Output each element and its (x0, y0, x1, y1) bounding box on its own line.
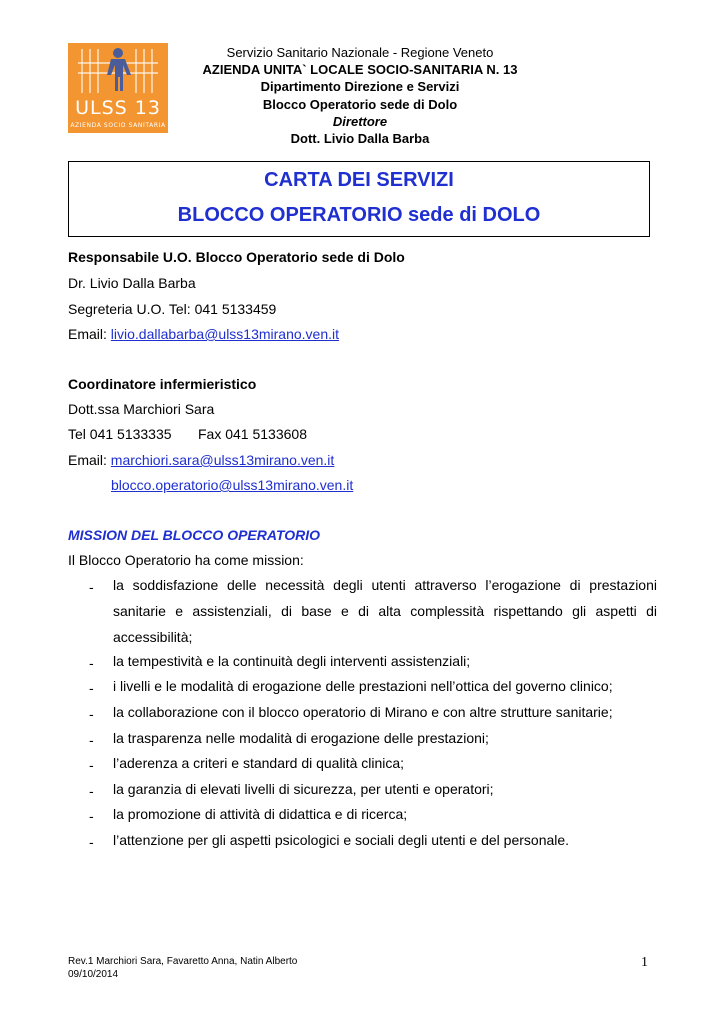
mission-item-8: la promozione di attività di didattica e di ricerca; (113, 806, 408, 822)
page-title: CARTA DEI SERVIZI (264, 169, 454, 191)
mission-item-1: la soddisfazione delle necessità degli utenti attraverso l’erogazione di prestazioni sanitarie e assistenziali, di base e di alta complessità rispettando gli aspetti di accessibilità; (113, 577, 657, 645)
header-line-1: Servizio Sanitario Nazionale - Regione Veneto (226, 45, 494, 60)
email-label: Email: (68, 326, 111, 342)
mission-item-4: la collaborazione con il blocco operatorio di Mirano e con altre strutture sanitarie; (113, 704, 613, 720)
ulss-logo (68, 43, 168, 133)
coordinatore-name: Dott.ssa Marchiori Sara (68, 401, 215, 417)
email-label: Email: (68, 452, 111, 468)
header-line-5: Direttore (332, 113, 388, 129)
footer-date: 09/10/2014 (68, 969, 119, 980)
coordinatore-email-row-2 (111, 476, 353, 494)
header-line-2: AZIENDA UNITA` LOCALE SOCIO-SANITARIA N. 13 (202, 62, 518, 78)
coordinatore-email-link-2[interactable]: blocco.operatorio@ulss13mirano.ven.it (111, 477, 354, 493)
coordinatore-fax: Fax 041 5133608 (198, 426, 307, 442)
responsabile-name: Dr. Livio Dalla Barba (68, 275, 196, 291)
responsabile-phone: Segreteria U.O. Tel: 041 5133459 (68, 301, 277, 317)
list-bullet: - (89, 808, 94, 824)
list-bullet: - (89, 732, 94, 748)
header-line-3: Dipartimento Direzione e Servizi (260, 79, 460, 95)
mission-item-7: la garanzia di elevati livelli di sicurezza, per utenti e operatori; (113, 781, 494, 797)
responsabile-heading: Responsabile U.O. Blocco Operatorio sede di Dolo (68, 249, 405, 265)
mission-item-3: i livelli e le modalità di erogazione delle prestazioni nell’ottica del governo clinico; (113, 678, 613, 694)
header-line-6: Dott. Livio Dalla Barba (290, 131, 430, 147)
human-figure-icon (68, 43, 168, 133)
list-bullet: - (89, 834, 94, 850)
list-bullet: - (89, 680, 94, 696)
mission-intro: Il Blocco Operatorio ha come mission: (68, 552, 304, 568)
mission-item-2: la tempestività e la continuità degli interventi assistenziali; (113, 653, 471, 669)
header-line-4: Blocco Operatorio sede di Dolo (262, 96, 458, 112)
logo-subtext: AZIENDA SOCIO SANITARIA (70, 122, 166, 129)
list-bullet: - (89, 706, 94, 722)
mission-item-9: l’attenzione per gli aspetti psicologici e sociali degli utenti e del personale. (113, 832, 570, 848)
logo-text: ULSS 13 (75, 97, 161, 119)
page-footer (68, 955, 297, 981)
page-number: 1 (641, 955, 648, 970)
list-bullet: - (89, 783, 94, 799)
coordinatore-tel: Tel 041 5133335 (68, 426, 172, 442)
coordinatore-email-link-1[interactable]: marchiori.sara@ulss13mirano.ven.it (110, 452, 335, 468)
responsabile-email-link[interactable]: livio.dallabarba@ulss13mirano.ven.it (110, 326, 340, 342)
responsabile-email-row (68, 325, 339, 343)
mission-item-5: la trasparenza nelle modalità di erogazione delle prestazioni; (113, 730, 489, 746)
list-bullet: - (89, 757, 94, 773)
mission-item-6: l’aderenza a criteri e standard di qualità clinica; (113, 755, 405, 771)
list-bullet: - (89, 579, 94, 595)
list-bullet: - (89, 655, 94, 671)
mission-heading: MISSION DEL BLOCCO OPERATORIO (68, 527, 321, 543)
document-header (180, 44, 540, 147)
footer-revision: Rev.1 Marchiori Sara, Favaretto Anna, Natin Alberto (68, 956, 298, 967)
title-box (68, 161, 650, 237)
coordinatore-email-row (68, 451, 334, 469)
coordinatore-heading: Coordinatore infermieristico (68, 376, 257, 392)
page-subtitle: BLOCCO OPERATORIO sede di DOLO (177, 204, 541, 226)
